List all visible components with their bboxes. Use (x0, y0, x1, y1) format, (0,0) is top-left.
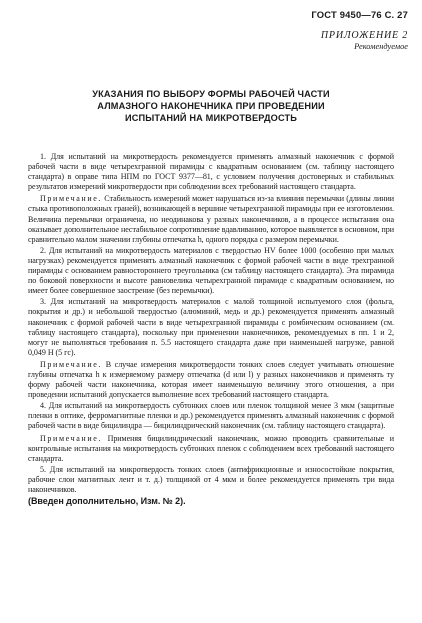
paragraph-5: 5. Для испытаний на микротвердость тонких слоев (антифрикционные и износостойкие покрытия, рабочие слои магнитных лент и т. д.) толщиной от 4 мкм и более рекомендуется применять три вида наконечников. (28, 464, 394, 494)
paragraph-3: 3. Для испытаний на микротвердость материалов с малой толщиной испытуемого слоя (фольга, покрытия и др.) и небольшой твердостью (алюминий, медь и др.) рекомендуется применять алмазный наконечник с формой рабочей части в виде четырехгранной пирамиды с ромбическим основанием (см. таблицу настоящего стандарта), поскольку при применении наконечников, рекомендуемых в пп. 1 и 2, могут не выполняться требования п. 5.5 настоящего стандарта даже при наименьшей нагрузке, равной 0,049 Н (5 гс). (28, 297, 394, 357)
title-line-2: АЛМАЗНОГО НАКОНЕЧНИКА ПРИ ПРОВЕДЕНИИ (97, 101, 325, 111)
title-line-3: ИСПЫТАНИЙ НА МИКРОТВЕРДОСТЬ (124, 113, 298, 123)
note-2 (28, 360, 394, 400)
note-1-label: Примечание. (40, 194, 103, 204)
note-3-text: Применяя бицилиндрический наконечник, можно проводить сравнительные и контрольные испытания на микротвердость субтонких пленок с соблюдением всех требований настоящего стандарта. (28, 433, 394, 463)
note-1 (28, 194, 394, 244)
note-3-label: Примечание. (40, 433, 103, 443)
paragraph-4: 4. Для испытаний на микротвердость субтонких слоев или пленок толщиной менее 3 мкм (защитные пленки в оптике, ферромагнитные пленки и др.) рекомендуется применять алмазный наконечник с формой рабочей части в виде бицилиндра — бицилиндрический наконечник (см. таблицу настоящего стандарта). (28, 401, 394, 431)
paragraph-1: 1. Для испытаний на микротвердость рекомендуется применять алмазный наконечник с формой рабочей части в виде четырехгранной пирамиды с квадратным основанием (см. таблицу настоящего стандарта) в оправе типа НПМ по ГОСТ 9377—81, с условием получения достоверных и стабильных результатов измерений микротвердости при соблюдении всех требований настоящего стандарта. (28, 152, 394, 192)
note-3 (28, 434, 394, 464)
document-body (28, 152, 394, 507)
note-2-text: В случае измерения микротвердости тонких слоев следует учитывать отношение глубины отпечатка h к измеряемому размеру отпечатка (d или l) у разных наконечников и применять ту форму рабочей части наконечника, которая имеет наименьшую величину этого отношения, а при проведении испытаний допускается выполнение всех требований настоящего стандарта. (28, 359, 394, 400)
document-title (28, 88, 394, 124)
amendment-note: (Введен дополнительно, Изм. № 2). (28, 496, 186, 507)
paragraph-2: 2. Для испытаний на микротвердость материалов с твердостью HV более 1000 (особенно при малых нагрузках) рекомендуется применять алмазный наконечник с формой рабочей части в виде трехгранной пирамиды с основанием равностороннего треугольника (см таблицу настоящего стандарта). Эта пирамида по боковой поверхности и высоте равновелика четырехгранной пирамиде с квадратным основанием, но имеет более совершенное заострение (без перемычки). (28, 245, 394, 296)
appendix-title: ПРИЛОЖЕНИЕ 2 (320, 30, 408, 41)
appendix-subtitle: Рекомендуемое (354, 42, 408, 51)
title-line-1: УКАЗАНИЯ ПО ВЫБОРУ ФОРМЫ РАБОЧЕЙ ЧАСТИ (92, 89, 330, 99)
note-1-text: Стабильность измерений может нарушаться из-за влияния перемычки (длины линии стыка противоположных граней), возникающей в вершине четырехгранной пирамиды при ее изготовлении. Величина перемычки ограничена, но неодинакова у разных наконечников, а в процессе испытания она оказывает дополнительное нестабильное сопротивление вдавливанию, которое выявляется в основном, при сравнительно малом значении глубины отпечатка h, одного порядка с размером перемычки. (28, 194, 394, 244)
appendix-block (321, 30, 408, 51)
standard-reference-header: ГОСТ 9450—76 С. 27 (311, 9, 408, 20)
note-2-label: Примечание. (40, 359, 103, 369)
